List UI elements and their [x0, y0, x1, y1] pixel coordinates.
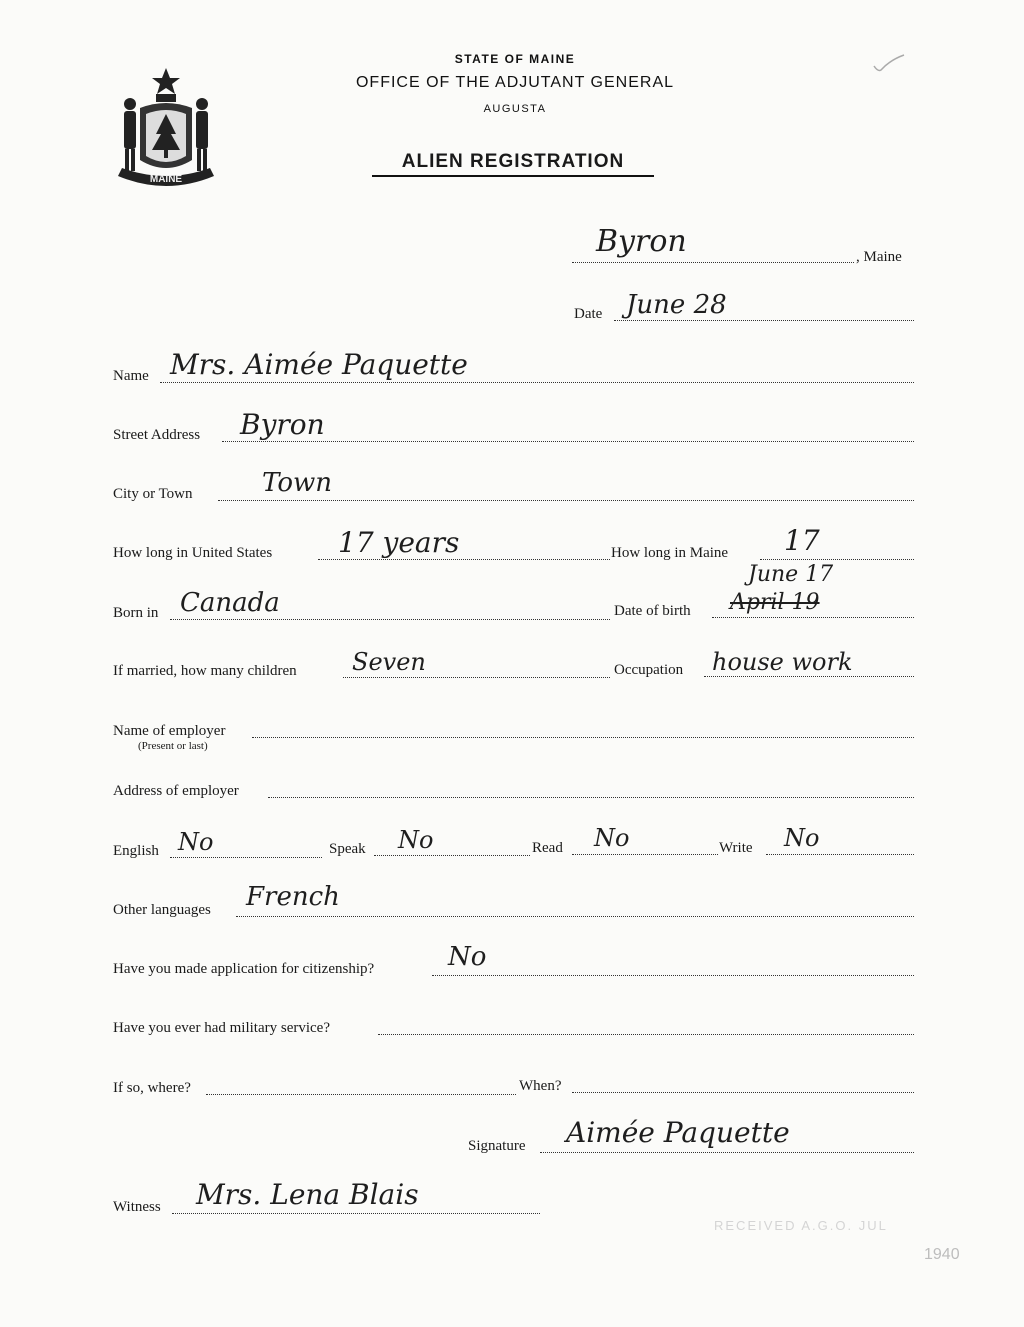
- date-of-birth-line: [712, 617, 914, 618]
- state-seal-icon: [110, 64, 222, 192]
- citizenship-value: No: [448, 942, 487, 972]
- name-line: [160, 382, 914, 383]
- how-long-us-line: [318, 559, 610, 560]
- street-address-line: [222, 441, 914, 442]
- street-address-value: Byron: [240, 408, 325, 441]
- occupation-value: house work: [712, 648, 853, 676]
- received-stamp-year: 1940: [924, 1246, 960, 1263]
- employer-name-line: [252, 737, 914, 738]
- citizenship-line: [432, 975, 914, 976]
- when-label: When?: [519, 1078, 562, 1094]
- signature-value: Aimée Paquette: [566, 1116, 790, 1149]
- date-line: [614, 320, 914, 321]
- office-heading: OFFICE OF THE ADJUTANT GENERAL: [355, 74, 675, 91]
- write-line: [766, 854, 914, 855]
- born-in-value: Canada: [180, 588, 280, 618]
- how-long-us-value: 17 years: [338, 526, 460, 559]
- other-languages-label: Other languages: [113, 902, 211, 918]
- town-line: [572, 262, 854, 263]
- other-languages-value: French: [246, 882, 340, 912]
- received-stamp: RECEIVED A.G.O. JUL: [714, 1218, 888, 1233]
- check-mark-icon: [872, 52, 906, 74]
- speak-line: [374, 855, 530, 856]
- speak-value: No: [398, 826, 434, 854]
- city-heading: AUGUSTA: [483, 103, 547, 115]
- if-so-where-label: If so, where?: [113, 1080, 191, 1096]
- if-so-where-line: [206, 1094, 516, 1095]
- write-label: Write: [719, 840, 753, 856]
- date-label: Date: [574, 306, 603, 322]
- employer-address-line: [268, 797, 914, 798]
- employer-note: (Present or last): [138, 740, 208, 752]
- witness-value: Mrs. Lena Blais: [196, 1178, 419, 1211]
- street-address-label: Street Address: [113, 427, 201, 443]
- read-line: [572, 854, 718, 855]
- english-line: [170, 857, 322, 858]
- children-label: If married, how many children: [113, 663, 297, 679]
- witness-label: Witness: [113, 1199, 161, 1215]
- english-label: English: [113, 843, 159, 859]
- children-value: Seven: [352, 648, 426, 676]
- occupation-label: Occupation: [614, 662, 684, 678]
- how-long-maine-line: [760, 559, 914, 560]
- how-long-maine-value: 17: [784, 524, 820, 557]
- military-line: [378, 1034, 914, 1035]
- born-in-label: Born in: [113, 605, 159, 621]
- english-value: No: [178, 828, 214, 856]
- write-value: No: [784, 824, 820, 852]
- speak-label: Speak: [329, 841, 366, 857]
- witness-line: [172, 1213, 540, 1214]
- city-label: City or Town: [113, 486, 193, 502]
- seal-text: MAINE: [149, 174, 183, 185]
- name-label: Name: [113, 368, 149, 384]
- maine-label: , Maine: [856, 249, 902, 265]
- how-long-maine-label: How long in Maine: [611, 545, 729, 561]
- read-label: Read: [532, 840, 563, 856]
- city-line: [218, 500, 914, 501]
- military-label: Have you ever had military service?: [113, 1020, 330, 1036]
- employer-name-label: Name of employer: [113, 723, 226, 739]
- how-long-us-label: How long in United States: [113, 545, 273, 561]
- other-languages-line: [236, 916, 914, 917]
- date-of-birth-struck: April 19: [730, 590, 820, 615]
- date-value: June 28: [626, 290, 727, 320]
- date-of-birth-label: Date of birth: [614, 603, 691, 619]
- state-heading: STATE OF MAINE: [454, 52, 576, 66]
- when-line: [572, 1092, 914, 1093]
- children-line: [343, 677, 610, 678]
- name-value: Mrs. Aimée Paquette: [170, 348, 468, 381]
- date-of-birth-corrected: June 17: [748, 562, 834, 587]
- signature-line: [540, 1152, 914, 1153]
- born-in-line: [170, 619, 610, 620]
- city-value: Town: [262, 468, 332, 498]
- signature-label: Signature: [468, 1138, 526, 1154]
- form-title: ALIEN REGISTRATION: [372, 151, 654, 177]
- citizenship-label: Have you made application for citizenship?: [113, 961, 375, 977]
- read-value: No: [594, 824, 630, 852]
- employer-address-label: Address of employer: [113, 783, 239, 799]
- occupation-line: [704, 676, 914, 677]
- town-value: Byron: [596, 224, 687, 259]
